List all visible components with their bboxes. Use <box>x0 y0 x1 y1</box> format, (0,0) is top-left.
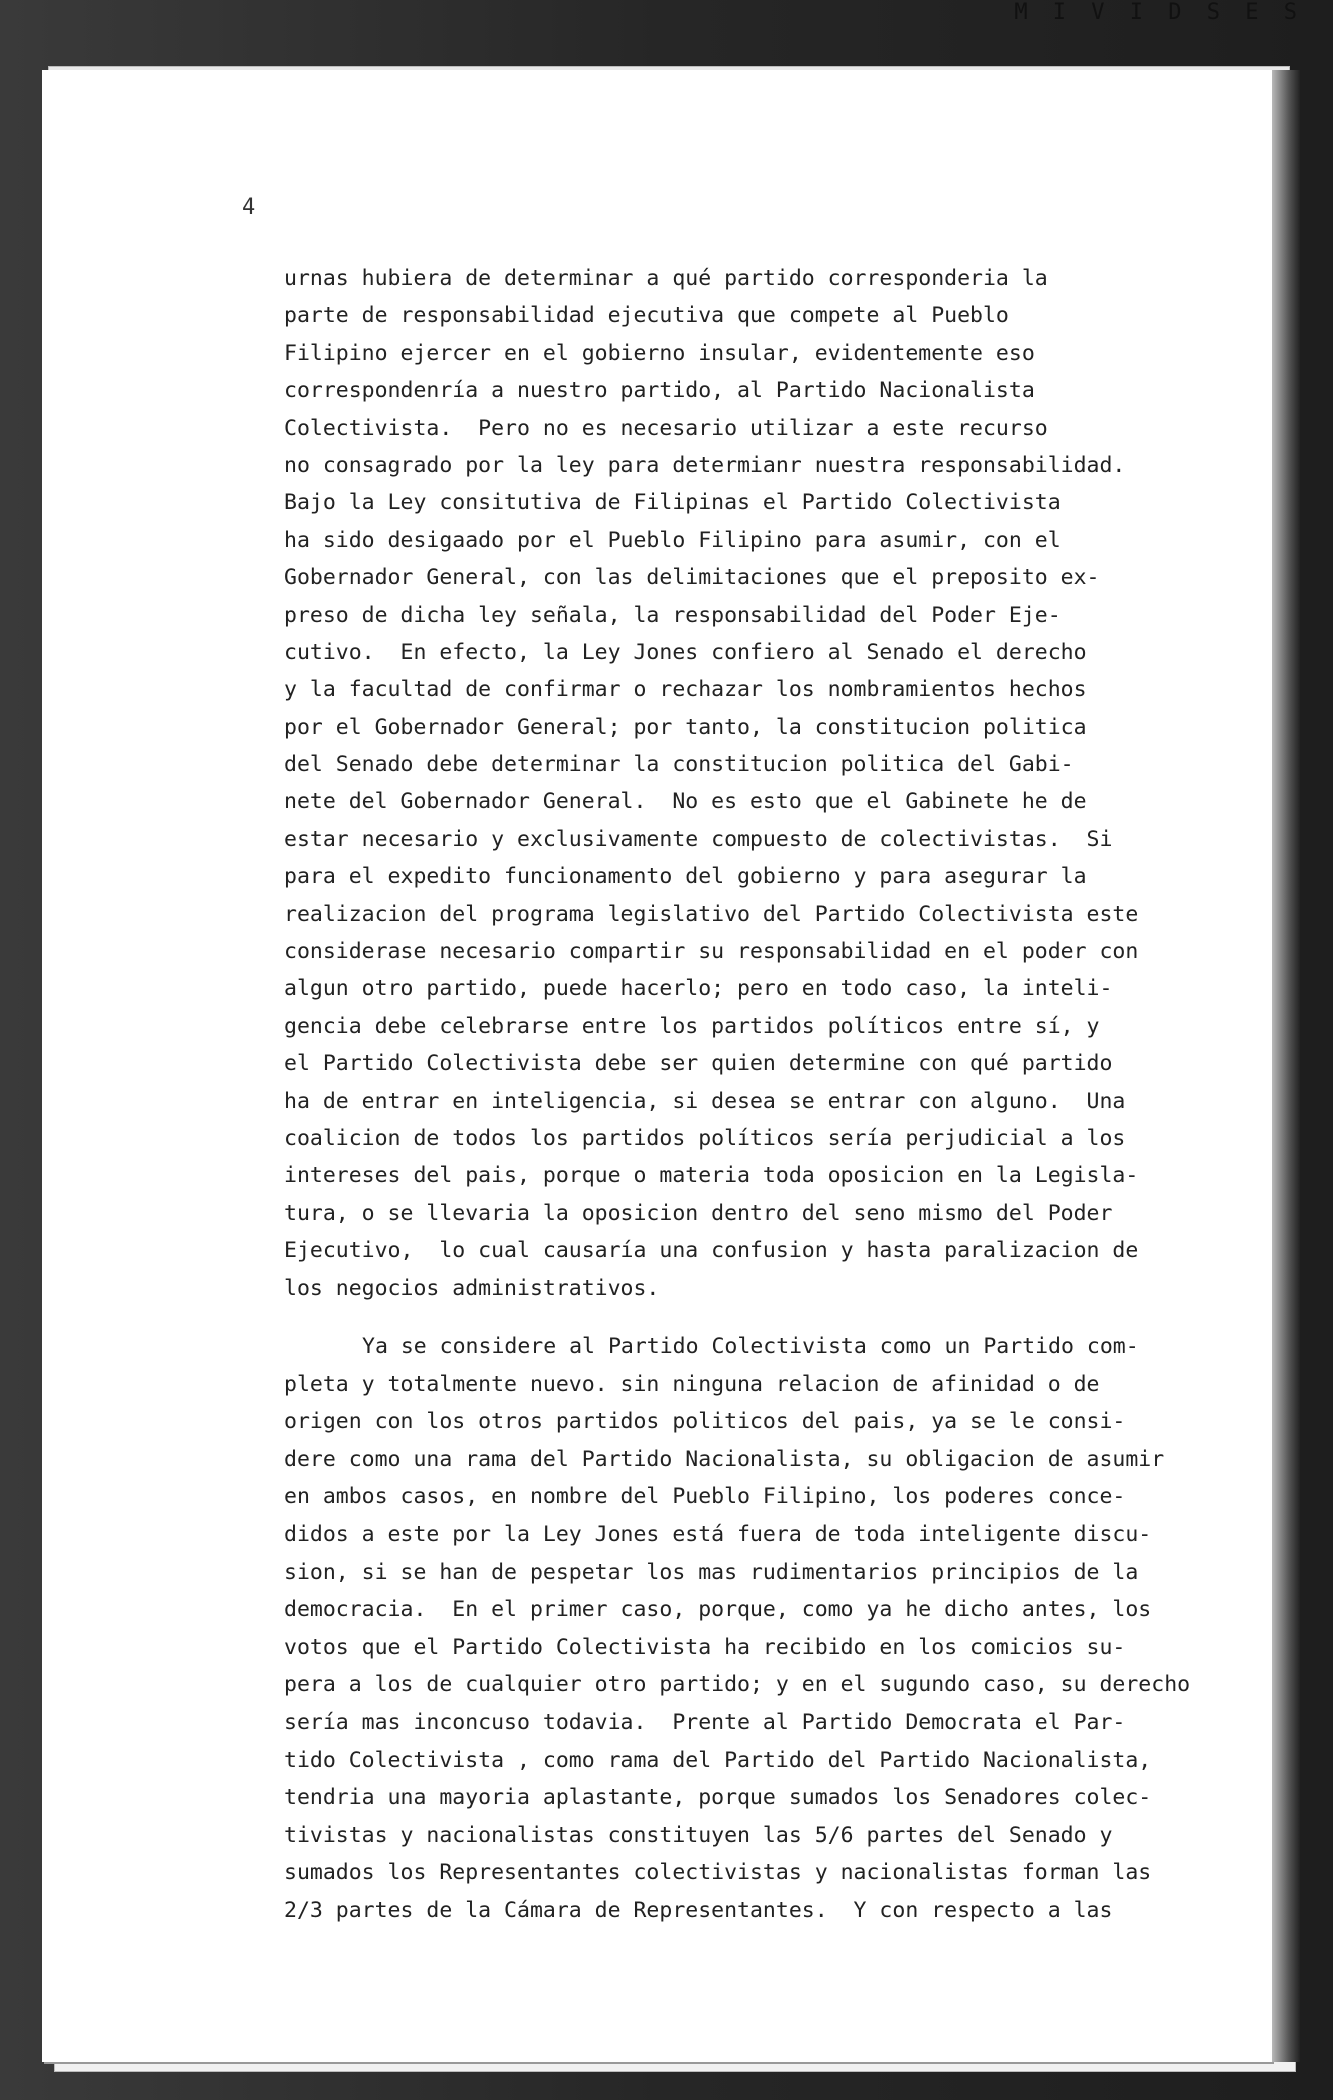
text-line: Gobernador General, con las delimitaciones que el preposito ex- <box>284 565 1100 591</box>
text-line: el Partido Colectivista debe ser quien determine con qué partido <box>284 1051 1113 1077</box>
text-line: tendria una mayoria aplastante, porque sumados los Senadores colec- <box>284 1785 1152 1811</box>
torn-page-edge <box>1272 70 1300 2062</box>
text-line: Ya se considere al Partido Colectivista como un Partido com- <box>362 1334 1139 1359</box>
text-line: Filipino ejercer en el gobierno insular, evidentemente eso <box>284 340 1035 366</box>
text-line: dere como una rama del Partido Nacionalista, su obligacion de asumir <box>284 1446 1165 1472</box>
text-line: intereses del pais, porque o materia toda oposicion en la Legisla- <box>284 1163 1139 1189</box>
text-line: Colectivista. Pero no es necesario utilizar a este recurso <box>284 415 1048 441</box>
text-line: sumados los Representantes colectivistas y nacionalistas forman las <box>284 1860 1152 1886</box>
text-line: en ambos casos, en nombre del Pueblo Filipino, los poderes conce- <box>284 1484 1126 1510</box>
text-line: didos a este por la Ley Jones está fuera de toda inteligente discu- <box>284 1521 1152 1547</box>
text-line: Ejecutivo, lo cual causaría una confusion y hasta paralizacion de <box>284 1238 1139 1264</box>
text-line: algun otro partido, puede hacerlo; pero en todo caso, la inteli- <box>284 976 1113 1002</box>
text-line: pleta y totalmente nuevo. sin ninguna relacion de afinidad o de <box>284 1371 1100 1397</box>
text-line: sion, si se han de pespetar los mas rudimentarios principios de la <box>284 1559 1139 1585</box>
text-line: coalicion de todos los partidos políticos sería perjudicial a los <box>284 1125 1126 1151</box>
text-line: del Senado debe determinar la constitucion politica del Gabi- <box>284 752 1074 778</box>
text-line: para el expedito funcionamento del gobierno y para asegurar la <box>284 864 1087 890</box>
text-line: los negocios administrativos. <box>284 1275 660 1301</box>
page-number: 4 <box>242 195 256 220</box>
text-line: realizacion del programa legislativo del Partido Colectivista este <box>284 901 1139 927</box>
paragraph-1 <box>284 260 1184 1307</box>
edge-stamp-text: M I V I D S E S <box>1014 0 1303 25</box>
text-line: origen con los otros partidos politicos del pais, ya se le consi- <box>284 1409 1126 1435</box>
text-line: urnas hubiera de determinar a qué partido corresponderia la <box>284 266 1048 291</box>
text-line: sería mas inconcuso todavia. Prente al Partido Democrata el Par- <box>284 1709 1126 1735</box>
text-line: cutivo. En efecto, la Ley Jones confiero al Senado el derecho <box>284 639 1087 665</box>
paragraph-2 <box>284 1328 1191 1930</box>
text-line: parte de responsabilidad ejecutiva que compete al Pueblo <box>284 303 1009 329</box>
text-line: preso de dicha ley señala, la responsabilidad del Poder Eje- <box>284 602 1061 628</box>
text-line: votos que el Partido Colectivista ha recibido en los comicios su- <box>284 1634 1126 1660</box>
text-line: democracia. En el primer caso, porque, como ya he dicho antes, los <box>284 1597 1152 1623</box>
text-line: ha sido desigaado por el Pueblo Filipino para asumir, con el <box>284 527 1061 553</box>
text-line: tido Colectivista , como rama del Partido del Partido Nacionalista, <box>284 1747 1152 1773</box>
text-line: estar necesario y exclusivamente compuesto de colectivistas. Si <box>284 826 1113 852</box>
text-line: gencia debe celebrarse entre los partidos políticos entre sí, y <box>284 1013 1100 1039</box>
text-line: correspondenría a nuestro partido, al Partido Nacionalista <box>284 378 1035 404</box>
text-line: nete del Gobernador General. No es esto que el Gabinete he de <box>284 789 1087 815</box>
text-line: 2/3 partes de la Cámara de Representantes. Y con respecto a las <box>284 1897 1113 1923</box>
text-line: ha de entrar en inteligencia, si desea se entrar con alguno. Una <box>284 1088 1126 1114</box>
text-line: tura, o se llevaria la oposicion dentro del seno mismo del Poder <box>284 1200 1113 1226</box>
text-line: tivistas y nacionalistas constituyen las 5/6 partes del Senado y <box>284 1822 1113 1848</box>
text-line: no consagrado por la ley para determianr nuestra responsabilidad. <box>284 452 1126 478</box>
text-line: y la facultad de confirmar o rechazar los nombramientos hechos <box>284 677 1087 703</box>
text-line: por el Gobernador General; por tanto, la constitucion politica <box>284 714 1087 740</box>
text-line: Bajo la Ley consitutiva de Filipinas el Partido Colectivista <box>284 490 1061 516</box>
text-line: pera a los de cualquier otro partido; y en el sugundo caso, su derecho <box>284 1672 1191 1698</box>
text-line: considerase necesario compartir su responsabilidad en el poder con <box>284 939 1139 965</box>
